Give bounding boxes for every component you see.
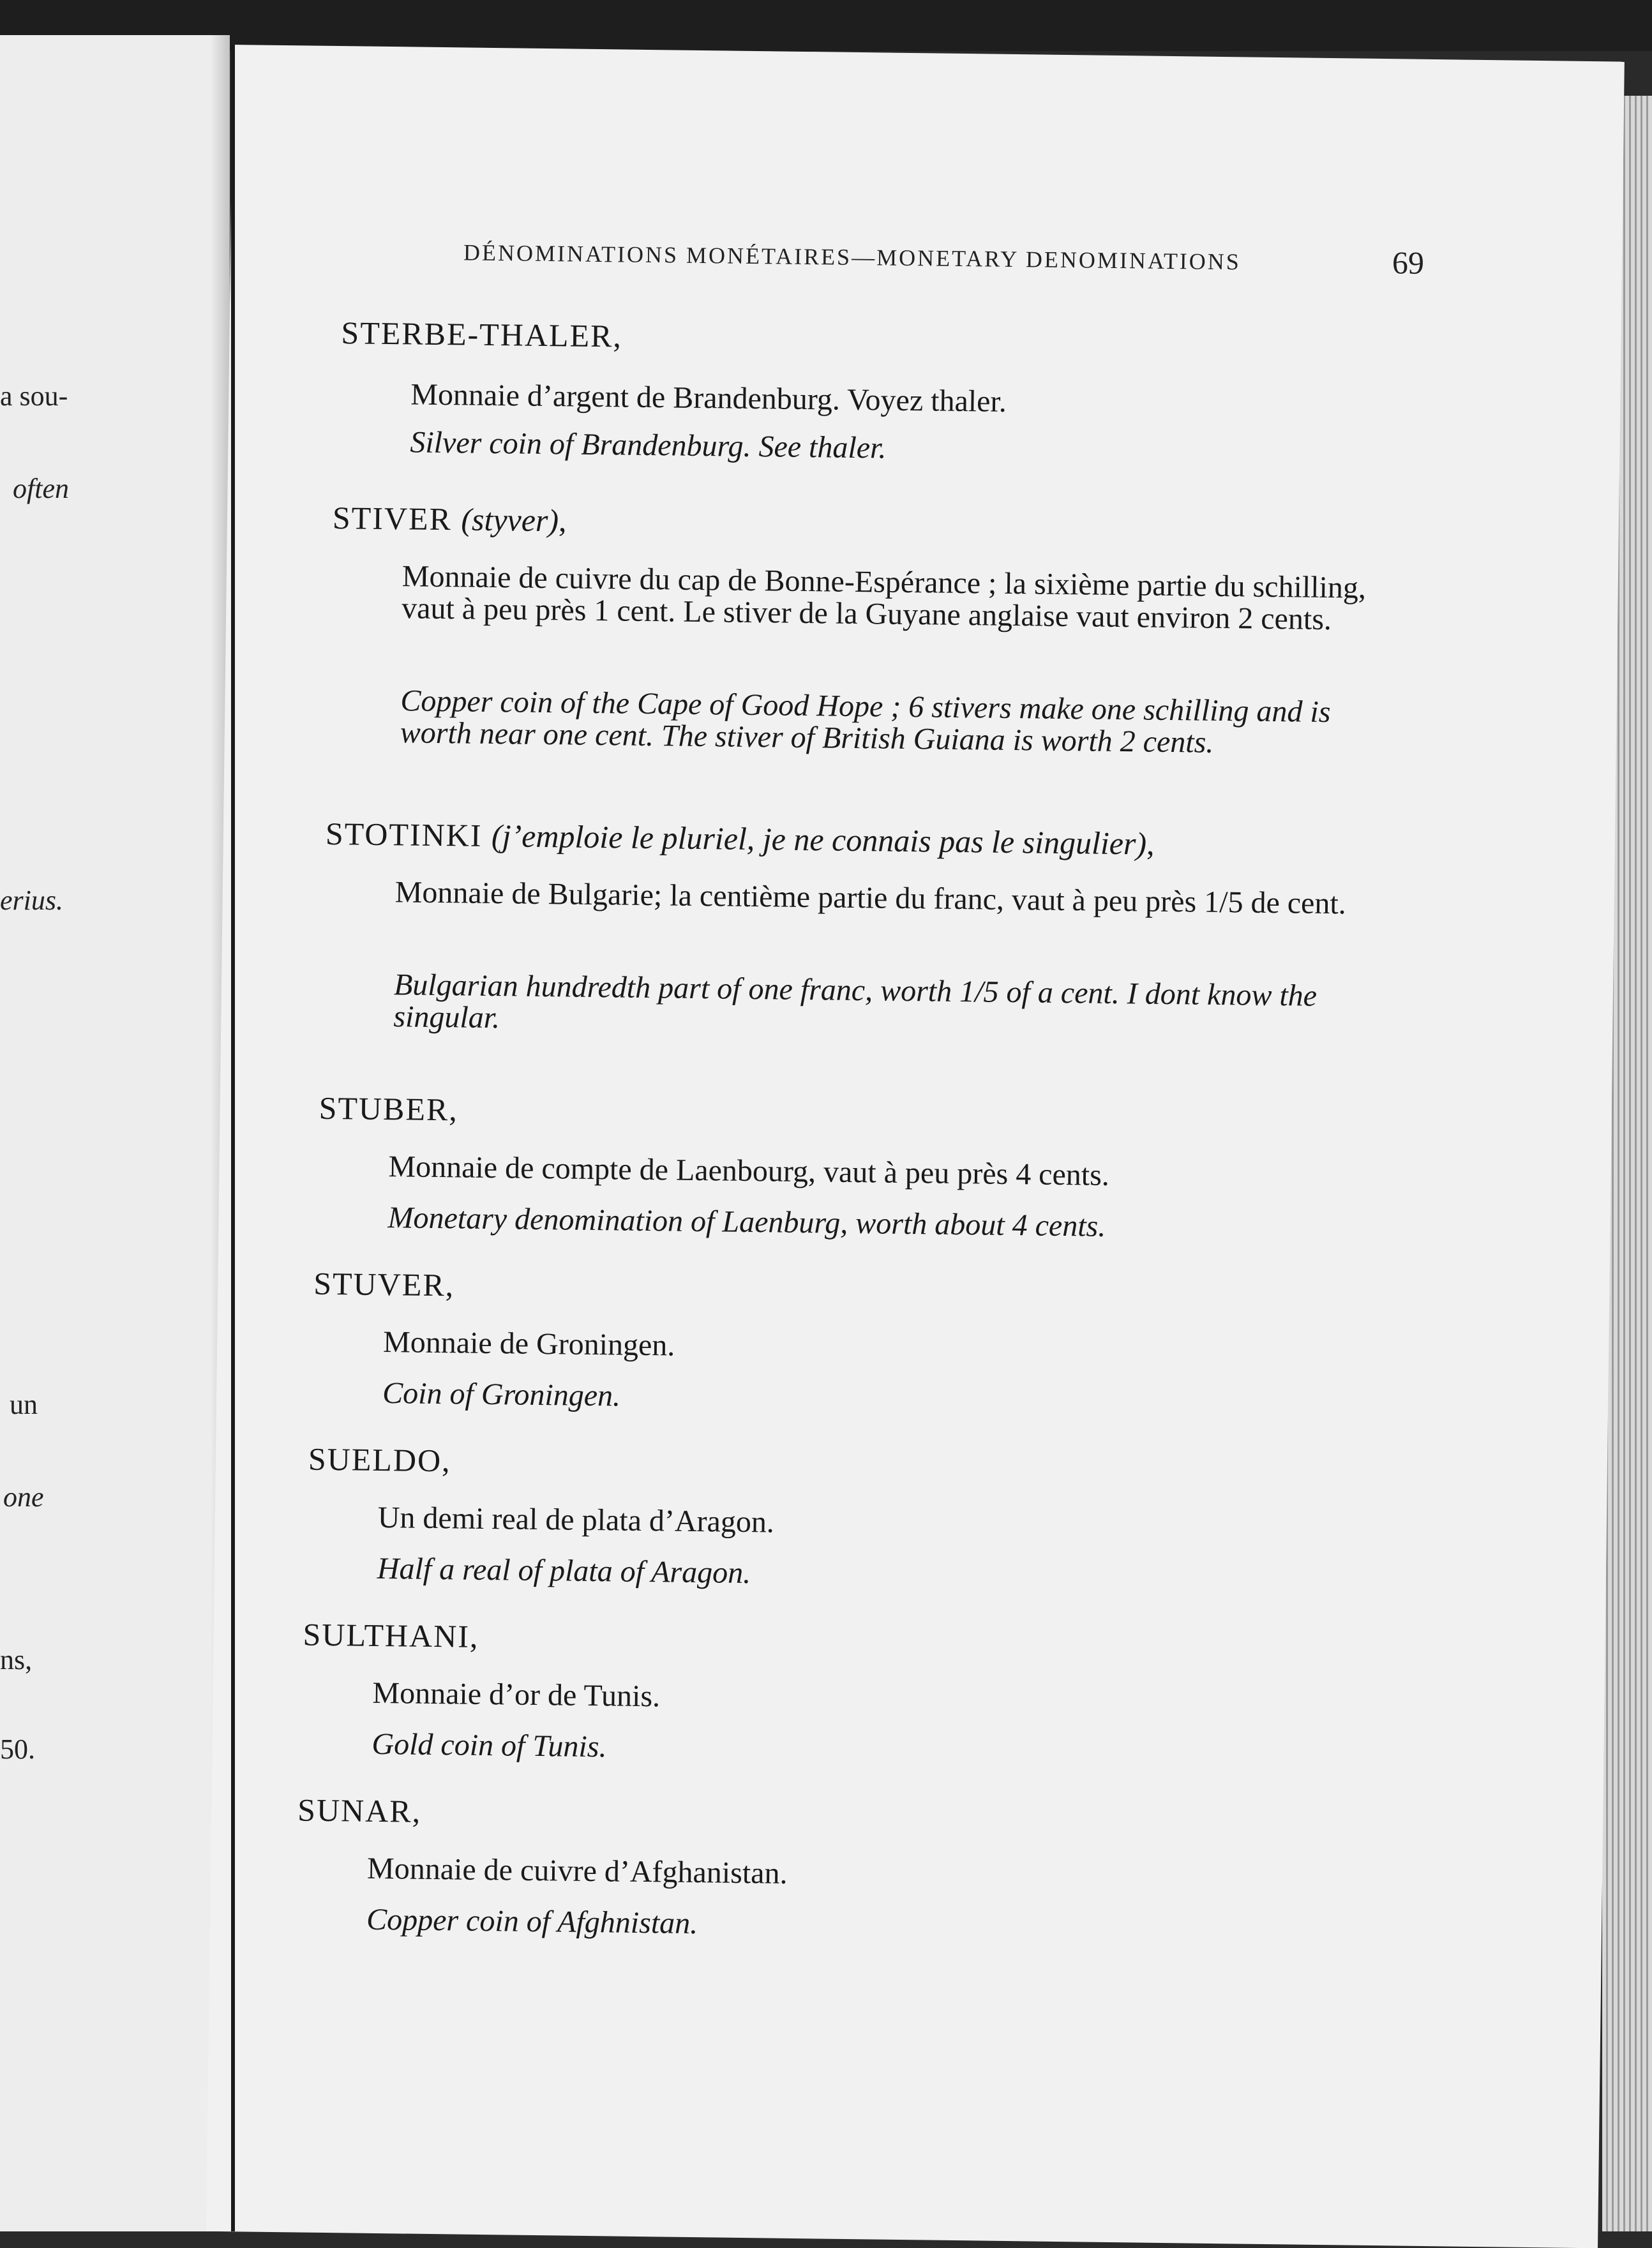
entry-english: Copper coin of Afghnistan.	[366, 1902, 698, 1941]
dictionary-entry	[325, 815, 1347, 1035]
entry-english: Monetary denomination of Laenburg, worth about 4 cents.	[387, 1201, 1106, 1243]
left-fragment: often	[13, 473, 69, 504]
book-page	[206, 45, 1625, 2248]
left-fragment: erius.	[0, 885, 63, 916]
entry-term: STIVER (styver),	[332, 499, 568, 539]
dictionary-entry	[297, 1791, 788, 1941]
entry-english: Half a real of plata of Aragon.	[377, 1551, 751, 1591]
dictionary-entry	[332, 499, 1367, 760]
dictionary-entry	[303, 1616, 661, 1764]
dictionary-entry	[341, 314, 1007, 465]
dictionary-entry	[313, 1265, 675, 1413]
entry-english: Gold coin of Tunis.	[372, 1727, 607, 1764]
left-fragment: ns,	[0, 1644, 33, 1675]
entry-term: SULTHANI,	[303, 1616, 479, 1654]
entry-english: Coin of Groningen.	[382, 1376, 621, 1413]
entry-english: Silver coin of Brandenburg. See thaler.	[410, 425, 887, 465]
left-fragment: one	[3, 1481, 44, 1513]
entry-term: STUVER,	[313, 1265, 455, 1303]
page-number: 69	[1392, 244, 1425, 281]
entry-term: STUBER,	[319, 1090, 459, 1128]
entry-term: STERBE-THALER,	[341, 315, 623, 354]
entry-term: STOTINKI (j’emploie le pluriel, je ne connais pas le singulier),	[325, 815, 1156, 862]
entry-term: SUNAR,	[297, 1792, 422, 1829]
left-fragment: a sou-	[0, 380, 68, 412]
entry-french: Monnaie de cuivre du cap de Bonne-Espérance ; la sixième partie du schilling, vaut à peu près 1 cent. Le stiver de la Guyane anglaise vaut environ 2 cents.	[401, 559, 1367, 637]
left-fragment: un	[10, 1389, 38, 1420]
entry-french: Monnaie de Groningen.	[382, 1325, 675, 1363]
left-fragment: 50.	[0, 1734, 35, 1765]
scan-top-border	[0, 0, 1652, 51]
entry-french: Monnaie de cuivre d’Afghanistan.	[366, 1851, 788, 1891]
entry-list	[206, 45, 1625, 2248]
binding-spine	[231, 45, 235, 2231]
running-head: DÉNOMINATIONS MONÉTAIRES—MONETARY DENOMINATIONS	[463, 239, 1242, 275]
dictionary-entry	[308, 1441, 775, 1591]
entry-french: Monnaie de compte de Laenbourg, vaut à peu près 4 cents.	[388, 1150, 1110, 1192]
entry-french: Un demi real de plata d’Aragon.	[377, 1500, 775, 1540]
entry-french: Monnaie de Bulgarie; la centième partie du franc, vaut à peu près 1/5 de cent.	[394, 875, 1347, 921]
entry-term: SUELDO,	[308, 1441, 451, 1479]
entry-french: Monnaie d’or de Tunis.	[372, 1675, 661, 1714]
previous-page-edge	[0, 35, 230, 2231]
entry-english: Bulgarian hundredth part of one franc, worth 1/5 of a cent. I dont know the singular.	[393, 968, 1318, 1035]
entry-french: Monnaie d’argent de Brandenburg. Voyez thaler.	[410, 377, 1007, 419]
entry-english: Copper coin of the Cape of Good Hope ; 6 stivers make one schilling and is worth near one cent. The stiver of British Guiana is worth 2 cents.	[400, 684, 1331, 760]
dictionary-entry	[319, 1090, 1110, 1243]
